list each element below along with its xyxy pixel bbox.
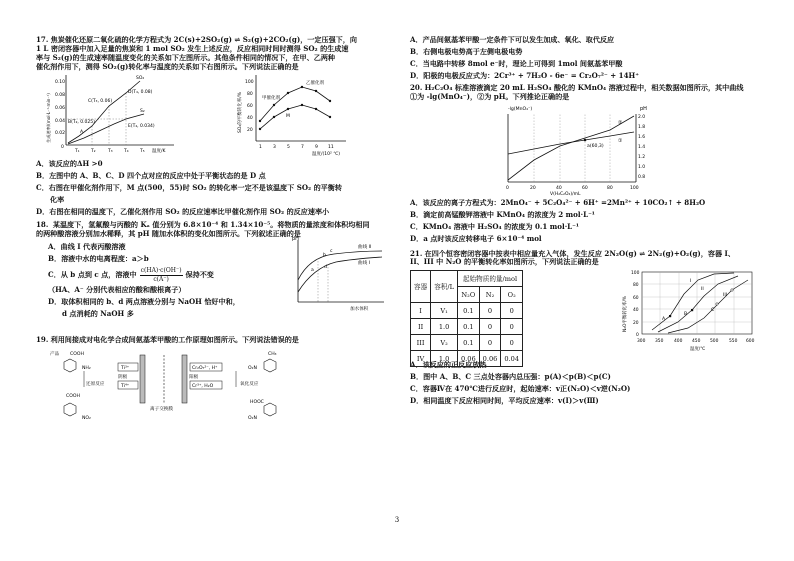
q18-curve-ii-label: 曲线 II	[358, 245, 372, 251]
q19-benzene-ring-1	[64, 359, 76, 372]
q17-left-xtick-4: T₄	[124, 149, 129, 155]
q17-left-ylabel: 生成速率/(mol·L⁻¹·min⁻¹)	[46, 93, 51, 144]
q19-hooc: HOOC	[250, 400, 264, 406]
table-cell: IV	[411, 351, 431, 367]
q17-right-ytick-5: 20	[247, 128, 253, 134]
q21-conversion-chart	[618, 266, 758, 354]
q20-right-tick-7: 0.8	[638, 175, 646, 181]
q20-stem-2: ①为 -lg(MnO₄⁻)，②为 pH。下列推论正确的是	[410, 92, 570, 102]
q20-left-axis-label: -lg(MnO₄⁻)	[508, 107, 533, 113]
question-21	[410, 250, 760, 406]
table-cell: 0.04	[501, 351, 523, 367]
q17-left-ytick-4: 0.04	[55, 119, 66, 125]
question-19-options	[410, 36, 760, 80]
q17-right-xlabel: 温度/(10² ℃)	[312, 152, 341, 158]
q19-membrane: 离子交换膜	[150, 407, 173, 413]
q17-number: 17.	[36, 35, 49, 44]
q17-right-xtick-4: 7	[301, 145, 304, 151]
table-cell: V₂	[431, 335, 458, 351]
q17-stem-1: 焦炭催化还原二氧化硫的化学方程式为 2C(s)+2SO₂(g) ⇌ S₂(g)+2CO₂(g)，一定压强下，向	[50, 35, 357, 44]
table-cell: I	[411, 303, 431, 319]
question-20	[410, 84, 760, 243]
q18-stem-2: 的两种酸溶液分别加水稀释，其 pH 随加水体积的变化如图所示。下列叙述正确的是	[36, 228, 301, 238]
q21-xtick-6: 550	[729, 339, 738, 345]
q18-option-b: B．溶液中水的电离程度：a＞b	[48, 254, 149, 264]
q19-right-electrode: 阳极	[189, 375, 199, 381]
q19-cooh-top: COOH	[70, 352, 84, 358]
q19-cathode	[140, 355, 145, 403]
q20-option-c: C．KMnO₄ 溶液中 H₂SO₄ 的浓度为 0.1 mol·L⁻¹	[410, 221, 580, 231]
q20-xtick-3: 40	[556, 186, 562, 192]
q20-xtick-4: 60	[582, 186, 588, 192]
table-cell: 0	[501, 303, 523, 319]
table-cell: 0	[501, 319, 523, 335]
q19-left-box-bottom: Ti⁴⁺	[121, 384, 130, 390]
q20-right-tick-6: 1.0	[638, 165, 646, 171]
q21-xlabel: 温度/℃	[690, 347, 706, 353]
page-number: 3	[394, 516, 400, 524]
q18-fraction-numerator: c(HA)·c(OH⁻)	[140, 267, 182, 275]
q21-ytick-6: 0	[636, 333, 639, 339]
q20-right-tick-4: 1.4	[638, 145, 646, 151]
q17-right-ytick-4: 40	[247, 116, 253, 122]
q21-stem-2: II、III 中 N₂O 的平衡转化率如图所示，下列说法正确的是	[410, 257, 599, 267]
q21-point-c: C	[711, 308, 715, 314]
q20-right-tick-2: 1.8	[638, 125, 646, 131]
q19-option-b: B．右侧电极电势高于左侧电极电势	[410, 46, 523, 56]
question-18	[36, 221, 392, 337]
q19-no2: NO₂	[82, 416, 91, 422]
q17-left-ytick-5: 0.02	[55, 131, 66, 137]
q21-xtick-1: 300	[637, 339, 646, 345]
q17-figures	[36, 71, 392, 157]
q20-option-a: A．该反应的离子方程式为：2MnO₄⁻ + 5C₂O₄²⁻ + 6H⁺ =2Mn²⁺ + 10CO₂↑ + 8H₂O	[410, 198, 706, 208]
q21-ytick-3: 60	[633, 296, 639, 302]
table-cell: 0.06	[479, 351, 501, 367]
q21-header-n2o: N₂O	[457, 287, 479, 303]
q18-point-b: b	[323, 253, 326, 259]
q21-option-d: D．相同温度下反应相同时间，平均反应速率：v(Ⅰ)＞v(Ⅲ)	[410, 395, 599, 405]
q18-stem-1: 某温度下，氢氟酸与丙酸的 Kₐ 值分别为 6.8×10⁻⁴ 和 1.34×10⁻⁵。将物质的量浓度和体积均相同	[52, 219, 370, 229]
q18-option-c-note: （HA、A⁻ 分别代表相应的酸和酸根离子）	[48, 285, 186, 295]
q17-left-ytick-6: 0	[61, 145, 64, 151]
q21-header-volume: 容积/L	[431, 271, 458, 303]
table-cell: V₁	[431, 303, 458, 319]
q17-left-point-d: D(T₄, 0.08)	[128, 90, 153, 96]
q20-xtick-5: 80	[607, 186, 613, 192]
q21-ytick-2: 80	[633, 283, 639, 289]
q19-right-arrow-label: 氧化反应	[240, 382, 259, 388]
q20-curve-2-label: ②	[618, 120, 623, 127]
table-cell: 0	[479, 319, 501, 335]
q17-right-ytick-1: 100	[245, 80, 254, 86]
q18-ph-dilution-chart	[288, 232, 388, 312]
question-19	[36, 336, 392, 427]
table-cell: 0	[479, 303, 501, 319]
q17-stem-2: 1 L 密闭容器中加入足量的焦炭和 1 mol SO₂ 发生上述反应，反应相同时间时测得 SO₂ 的生成速	[36, 43, 349, 53]
q21-curve-iii: III	[723, 293, 728, 299]
q21-header-n2: N₂	[479, 287, 501, 303]
q20-right-tick-5: 1.2	[638, 155, 646, 161]
q18-option-d: D．取体积相同的 b、d 两点溶液分别与 NaOH 恰好中和，	[48, 297, 240, 307]
q17-option-c-cont: 化率	[50, 195, 65, 205]
q21-header-start: 起始物质的量/mol	[457, 271, 522, 287]
q17-right-point-m: M	[286, 114, 290, 120]
q17-right-xtick-6: 11	[328, 145, 334, 151]
q17-option-c: C．右图在甲催化剂作用下，M 点(500，55)时 SO₂ 的转化率一定不是该温度下 SO₂ 的平衡转	[36, 183, 342, 193]
q19-right-box-top: Cr₂O₇²⁻, H⁺	[192, 366, 218, 372]
q17-right-xtick-3: 5	[287, 145, 290, 151]
q21-curve-i: I	[690, 279, 692, 285]
q18-fraction	[140, 267, 183, 283]
q19-o2n-top: O₂N	[248, 366, 257, 372]
q18-option-a: A．曲线 I 代表丙酸溶液	[48, 242, 126, 252]
q19-left-electrode: 阴极	[118, 375, 128, 381]
q20-right-axis-label: pH	[640, 106, 647, 113]
q17-option-d: D．右图在相同的温度下，乙催化剂作用 SO₂ 的反应速率比甲催化剂作用 SO₂ 的反应速率小	[36, 206, 330, 216]
q17-right-xtick-1: 1	[259, 145, 262, 151]
question-17	[36, 36, 392, 217]
q19-left-arrow-label: 还原反应	[86, 382, 105, 388]
q20-point-a: a(60,3)	[587, 144, 604, 150]
q17-left-point-c: C(T₃, 0.06)	[88, 99, 113, 105]
q17-left-xtick-5: T₅	[140, 149, 145, 155]
q21-xtick-7: 600	[746, 339, 755, 345]
q19-cooh-bottom: COOH	[66, 394, 80, 400]
table-cell: 0	[479, 335, 501, 351]
q19-product-label: 产品	[50, 352, 60, 358]
q19-option-d: D．阳极的电极反应式为：2Cr³⁺ + 7H₂O - 6e⁻ = Cr₂O₇²⁻ + 14H⁺	[410, 70, 639, 80]
right-column	[410, 36, 760, 406]
q21-number: 21.	[410, 248, 423, 258]
q17-left-point-a: A	[80, 130, 84, 136]
q17-right-series-jia: 甲催化剂	[262, 96, 280, 102]
table-cell: 1.0	[431, 319, 458, 335]
q19-o2n-bottom: O₂N	[248, 416, 257, 422]
q17-right-xtick-5: 9	[315, 145, 318, 151]
q21-header-o2: O₂	[501, 287, 523, 303]
q17-right-ylabel: SO₂的平衡转化率/%	[238, 92, 243, 134]
q17-right-xtick-2: 3	[273, 145, 276, 151]
q21-figures	[410, 270, 760, 363]
q17-right-ytick-2: 80	[247, 92, 253, 98]
q17-right-ytick-3: 60	[247, 104, 253, 110]
q19-left-box-top: Ti³⁺	[121, 366, 130, 372]
q17-left-xlabel: 温度/K	[152, 149, 166, 155]
q17-stem-4: 催化剂作用下，测得 SO₂(g)转化率与温度的关系如下右图所示。下列说法正确的是	[36, 61, 299, 71]
q18-xlabel: 加水体积	[350, 307, 369, 313]
q18-curve-i-label: 曲线 I	[358, 261, 371, 267]
table-cell: III	[411, 335, 431, 351]
q17-left-point-e: E(T₄, 0.034)	[128, 124, 155, 130]
table-row	[411, 319, 523, 335]
q18-ylabel: pH	[292, 236, 299, 243]
q17-left-ytick-1: 0.10	[55, 80, 66, 86]
q21-point-a: A	[662, 317, 666, 323]
q19-nh2: NH₂	[82, 366, 91, 372]
table-row	[411, 303, 523, 319]
q17-right-series-yi: 乙催化剂	[306, 81, 324, 87]
q21-xtick-3: 400	[674, 339, 683, 345]
q17-left-ytick-3: 0.06	[55, 106, 66, 112]
q17-left-xtick-2: T₂	[91, 149, 96, 155]
q20-stem-1: H₂C₂O₄ 标准溶液滴定 20 mL H₂SO₄ 酸化的 KMnO₄ 溶液过程中，相关数据如图所示，其中曲线	[424, 83, 744, 93]
q17-stem-3: 率与 S₂(g)的生成速率随温度变化的关系如下左图所示。其他条件相同的情况下，在甲、乙两种	[36, 52, 336, 62]
q17-left-ytick-2: 0.08	[55, 93, 66, 99]
q18-point-d: d	[324, 265, 327, 271]
left-column	[36, 36, 392, 427]
q21-xtick-5: 500	[710, 339, 719, 345]
q21-ytick-1: 100	[631, 271, 640, 277]
q20-xtick-6: 100	[630, 186, 639, 192]
q18-option-d-cont: d 点消耗的 NaOH 多	[62, 308, 134, 318]
q18-body	[36, 238, 392, 336]
q21-xtick-2: 350	[655, 339, 664, 345]
q17-left-xtick-1: T₁	[75, 149, 80, 155]
q17-conversion-temperature-chart	[236, 71, 356, 157]
q21-ylabel: N₂O平衡转化率/%	[623, 296, 628, 333]
q19-ch3: CH₃	[268, 352, 277, 358]
q20-option-d: D．a 点时该反应转移电子 6×10⁻⁴ mol	[410, 233, 542, 243]
table-cell: 0.1	[457, 303, 479, 319]
q21-volume-table	[410, 270, 523, 370]
q20-titration-chart	[410, 102, 760, 196]
q20-option-b: B．滴定前高锰酸钾溶液中 KMnO₄ 的浓度为 2 mol·L⁻¹	[410, 210, 595, 220]
table-cell: 0.1	[457, 319, 479, 335]
q19-benzene-ring-2	[64, 403, 76, 416]
q21-option-b: B．图中 A、B、C 三点处容器内总压强：p(A)＜p(B)＜p(C)	[410, 372, 611, 382]
q19-right-box-bottom: Cr³⁺, H₂O	[192, 384, 214, 390]
q21-stem-1: 在四个恒容密闭容器中按表中相应量充入气体，发生反应 2N₂O(g) ⇌ 2N₂(g)+O₂(g)，容器 I、	[424, 248, 735, 258]
q18-option-c-tail: 保持不变	[185, 269, 214, 279]
q17-left-xtick-3: T₃	[108, 149, 113, 155]
q20-xtick-1: 0	[506, 186, 509, 192]
q19-option-c: C．当电路中转移 8mol e⁻时，理论上可得到 1mol 间氨基苯甲酸	[410, 58, 623, 68]
q17-left-series-s2: S₂	[140, 109, 145, 115]
q21-header-container: 容器	[411, 271, 431, 303]
q17-option-b: B．左图中的 A、B、C、D 四个点对应的反应中处于平衡状态的是 D 点	[36, 171, 266, 181]
table-row	[411, 351, 523, 367]
q19-number: 19.	[36, 335, 49, 345]
q18-point-a: a	[311, 268, 314, 274]
q18-point-c: c	[330, 249, 333, 255]
q21-curve-ii: II	[701, 287, 704, 293]
q20-number: 20.	[410, 83, 423, 93]
q17-rate-temperature-chart	[44, 71, 184, 157]
q19-stem: 利用间接成对电化学合成间氨基苯甲酸的工作原理如图所示。下列说法错误的是	[50, 335, 299, 345]
q20-xtick-2: 20	[530, 186, 536, 192]
table-cell: 0	[501, 335, 523, 351]
q21-point-b: B	[684, 312, 688, 318]
q21-xtick-4: 450	[692, 339, 701, 345]
table-cell: 0.1	[457, 335, 479, 351]
q20-right-tick-3: 1.6	[638, 135, 646, 141]
q19-anode	[182, 355, 187, 403]
q17-left-series-so2: SO₂	[136, 76, 145, 82]
table-cell: II	[411, 319, 431, 335]
table-cell: 0.06	[457, 351, 479, 367]
q20-curve-1-label: ①	[618, 138, 623, 145]
q19-benzene-ring-3	[264, 359, 276, 372]
q19-electrochemical-diagram	[36, 347, 392, 427]
q21-ytick-5: 20	[633, 321, 639, 327]
q21-option-c: C．容器Ⅳ在 470℃进行反应时，起始速率：v正(N₂O)＜v逆(N₂O)	[410, 384, 631, 394]
q19-benzene-ring-4	[264, 403, 276, 416]
q18-number: 18.	[36, 219, 49, 229]
q19-option-a: A．产品间氨基苯甲酸一定条件下可以发生加成、氧化、取代反应	[410, 35, 615, 44]
q21-option-a: A．该反应的正反应放热	[410, 360, 487, 370]
q18-fraction-denominator: c(A⁻)	[153, 275, 169, 283]
table-cell: 1.0	[431, 351, 458, 367]
q18-option-c: C．从 b 点到 c 点，溶液中	[48, 269, 137, 279]
q17-left-point-b: B(T₂, 0.025)	[68, 120, 95, 126]
q17-option-a: A．该反应的ΔH >0	[36, 159, 103, 169]
table-row	[411, 335, 523, 351]
q21-ytick-4: 40	[633, 308, 639, 314]
q20-xlabel: V(H₂C₂O₄)/mL	[550, 192, 581, 197]
q20-right-tick-1: 2.0	[638, 115, 646, 121]
